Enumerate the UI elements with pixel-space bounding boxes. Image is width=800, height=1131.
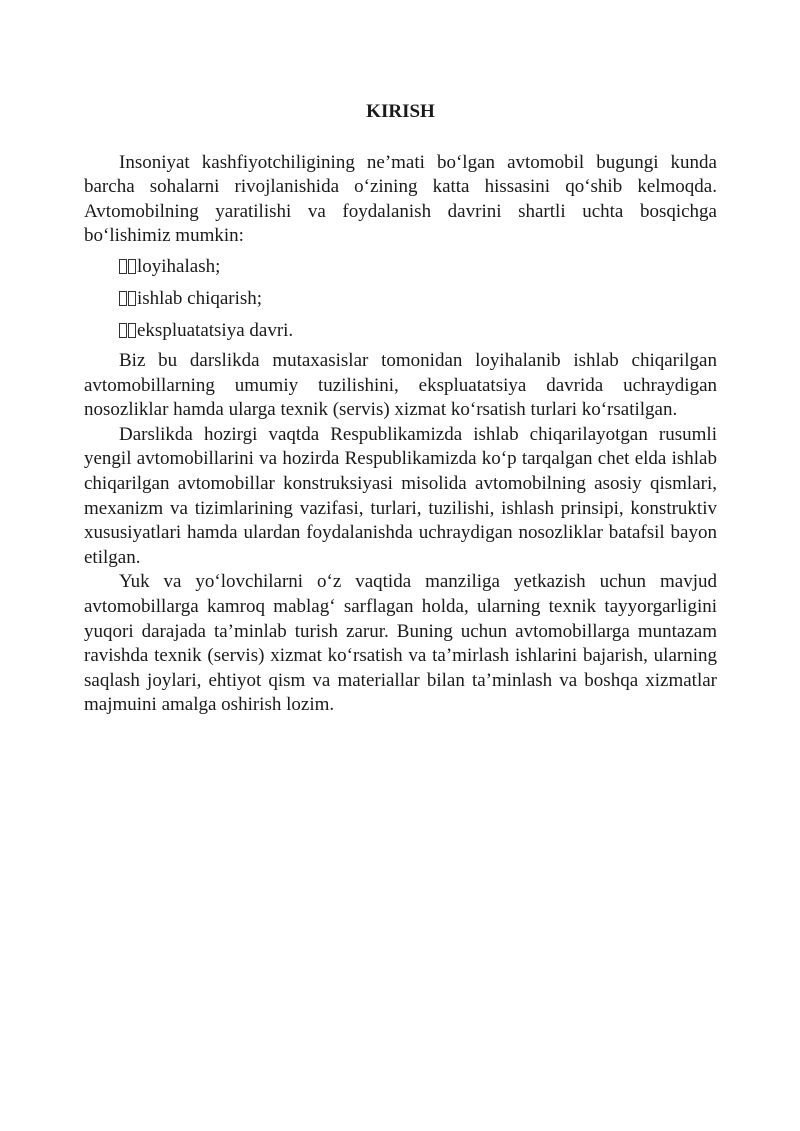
missing-glyph-icon xyxy=(119,259,136,274)
paragraph-textbook-scope: Biz bu darslikda mutaxasislar tomonidan loyihalanib ishlab chiqarilgan avtomobillarning umumiy tuzilishini, ekspluatatsiya davrida uchraydigan nosozliklar hamda ularga texnik (servis) xizmat ko‘rsatish turlari ko‘rsatilgan. xyxy=(84,349,717,421)
missing-glyph-icon xyxy=(119,323,136,338)
list-item xyxy=(84,315,717,347)
paragraph-textbook-content: Darslikda hozirgi vaqtda Respublikamizda ishlab chiqarilayotgan rusumli yengil avtomobillarini va hozirda Respublikamizda ko‘p tarqalgan chet elda ishlab chiqarilgan avtomobillar konstruksiyasi misolida avtomobilning asosiy qismlari, mexanizm va tizimlarining vazifasi, turlari, tuzilishi, ishlash prinsipi, konstruktiv xususiyatlari hamda ulardan foydalanishda uchraydigan nosozliklar batafsil bayon etilgan. xyxy=(84,423,717,568)
list-item-label: ekspluatatsiya davri. xyxy=(137,319,294,341)
page-title: KIRISH xyxy=(366,101,435,122)
missing-glyph-icon xyxy=(119,291,136,306)
document-page xyxy=(84,100,717,718)
stage-list xyxy=(84,251,717,347)
list-item-label: loyihalash; xyxy=(137,255,221,277)
list-item xyxy=(84,283,717,315)
paragraph-maintenance: Yuk va yo‘lovchilarni o‘z vaqtida manziliga yetkazish uchun mavjud avtomobillarga kamroq mablag‘ sarflagan holda, ularning texnik tayyorgarligini yuqori darajada ta’minlab turish zarur. Buning uchun avtomobillarga muntazam ravishda texnik (servis) xizmat ko‘rsatish va ta’mirlash ishlarini bajarish, ularning saqlash joylari, ehtiyot qism va materiallar bilan ta’minlash va boshqa xizmatlar majmuini amalga oshirish lozim. xyxy=(84,571,717,716)
list-item-label: ishlab chiqarish; xyxy=(137,287,263,309)
list-item xyxy=(84,251,717,283)
intro-paragraph: Insoniyat kashfiyotchiligining ne’mati bo‘lgan avtomobil bugungi kunda barcha sohalarni rivojlanishida o‘zining katta hissasini qo‘shib kelmoqda. Avtomobilning yaratilishi va foydalanish davrini shartli uchta bosqichga bo‘lishimiz mumkin: xyxy=(84,151,717,247)
